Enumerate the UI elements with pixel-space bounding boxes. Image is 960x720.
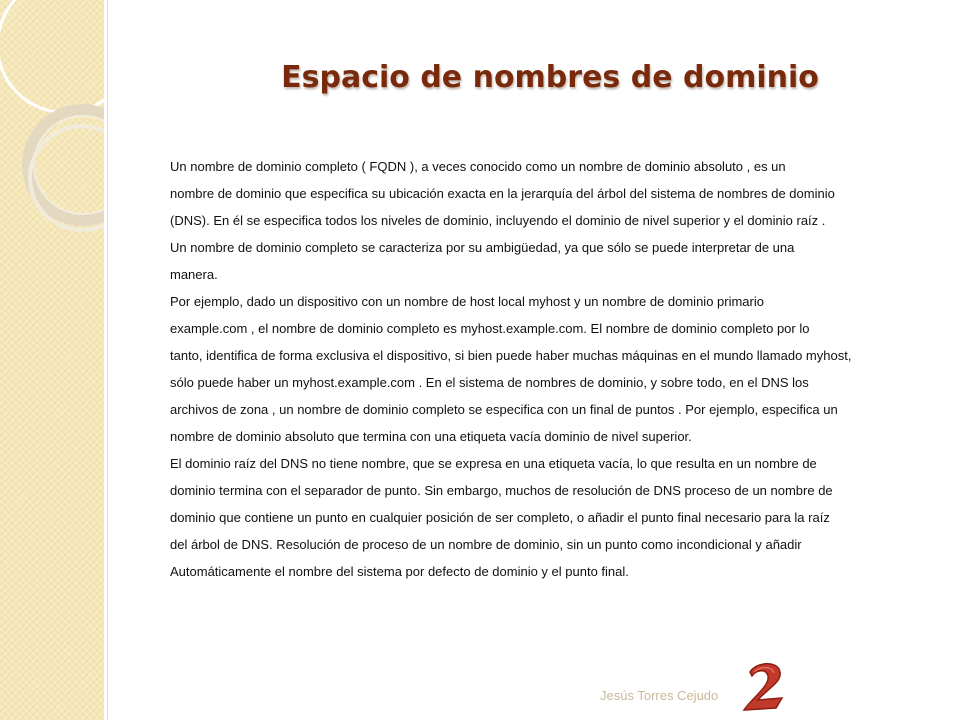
body-text-line: nombre de dominio absoluto que termina con una etiqueta vacía dominio de nivel superior. xyxy=(170,429,692,444)
slide-title: Espacio de nombres de dominio xyxy=(281,60,819,95)
body-text-line: manera. xyxy=(170,267,218,282)
body-text-line: dominio que contiene un punto en cualquier posición de ser completo, o añadir el punto final necesario para la raíz xyxy=(170,510,830,525)
sidebar-divider-line xyxy=(107,0,108,720)
body-text-line: Un nombre de dominio completo se caracteriza por su ambigüedad, ya que sólo se puede interpretar de una xyxy=(170,240,795,255)
body-text-line: tanto, identifica de forma exclusiva el dispositivo, si bien puede haber muchas máquinas en el mundo llamado myhost, xyxy=(170,348,852,363)
slide-body xyxy=(170,153,930,585)
decorative-sidebar xyxy=(0,0,106,720)
footer-author: Jesús Torres Cejudo xyxy=(600,688,719,703)
body-text-line: archivos de zona , un nombre de dominio completo se especifica con un final de puntos . Por ejemplo, especifica un xyxy=(170,402,838,417)
body-text-line: dominio termina con el separador de punto. Sin embargo, muchos de resolución de DNS proceso de un nombre de xyxy=(170,483,833,498)
body-text-line: Por ejemplo, dado un dispositivo con un nombre de host local myhost y un nombre de dominio primario xyxy=(170,294,764,309)
body-text-line: example.com , el nombre de dominio completo es myhost.example.com. El nombre de dominio completo por lo xyxy=(170,321,810,336)
body-text-line: El dominio raíz del DNS no tiene nombre, que se expresa en una etiqueta vacía, lo que resulta en un nombre de xyxy=(170,456,817,471)
body-text-line: (DNS). En él se especifica todos los niveles de dominio, incluyendo el dominio de nivel superior y el dominio raíz . xyxy=(170,213,826,228)
body-text-line: nombre de dominio que especifica su ubicación exacta en la jerarquía del árbol del sistema de nombres de dominio xyxy=(170,186,835,201)
decorative-ring xyxy=(0,0,106,114)
number-2-logo-icon xyxy=(738,658,788,712)
body-text-line: Un nombre de dominio completo ( FQDN ), a veces conocido como un nombre de dominio absoluto , es un xyxy=(170,159,786,174)
body-text-line: sólo puede haber un myhost.example.com . En el sistema de nombres de dominio, y sobre todo, en el DNS los xyxy=(170,375,809,390)
body-text-line: Automáticamente el nombre del sistema por defecto de dominio y el punto final. xyxy=(170,564,629,579)
body-text-line: del árbol de DNS. Resolución de proceso de un nombre de dominio, sin un punto como incondicional y añadir xyxy=(170,537,802,552)
